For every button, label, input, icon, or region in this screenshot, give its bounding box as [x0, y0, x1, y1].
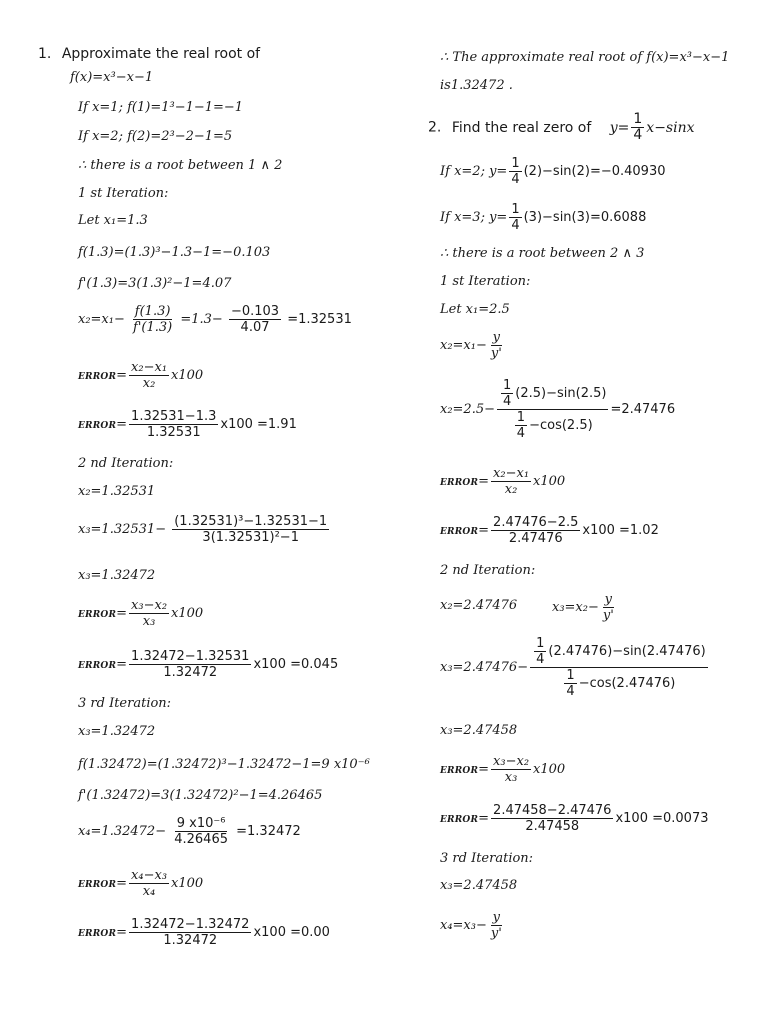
fraction — [534, 636, 546, 667]
numerator — [497, 378, 608, 410]
denominator — [560, 668, 677, 699]
error-formula-1: ERROR= $\frac{\text{x₂−x₁}}{\text{x₂}}$ x100 — [78, 360, 204, 391]
p2-error-value-2: ERROR= $\frac{2.47458-2.47476}{2.47458}$ x100 =0.0073 — [440, 803, 709, 834]
error-label: ERROR — [78, 421, 117, 431]
x4-lhs: x₄=x₃− — [440, 918, 487, 933]
p2-newton-formula-x4 — [440, 910, 506, 941]
p2-newton-formula — [440, 330, 506, 361]
denominator: x₂ — [504, 482, 518, 497]
x4-lhs: x₄=1.32472− — [78, 824, 167, 839]
root-interval-conclusion: ∴ there is a root between 1 ∧ 2 — [78, 158, 283, 173]
fraction — [601, 592, 616, 623]
fraction — [131, 304, 174, 335]
problem-1-function: f(x)=x³−x−1 — [70, 70, 154, 85]
error-value-2: ERROR= $\frac{1.32472-1.32531}{1.32472}$ x100 =0.045 — [78, 649, 339, 680]
x3-lhs: x₃=1.32531− — [78, 522, 167, 537]
fraction — [530, 636, 708, 699]
test-x2-p2 — [440, 156, 666, 187]
denominator: 4.07 — [240, 320, 270, 335]
error-formula-3: ERROR= $\frac{\text{x₄−x₃}}{\text{x₄}}$ x100 — [78, 868, 204, 899]
test-lhs: If x=3; y= — [440, 210, 508, 225]
error-result: x100 =0.045 — [253, 657, 339, 672]
fraction — [631, 112, 644, 143]
problem-2-title: Find the real zero of — [451, 119, 592, 136]
f-prime-value: f'(1.3)=3(1.3)²−1=4.07 — [78, 276, 232, 291]
denominator: x₃ — [504, 770, 518, 785]
error-label: ERROR — [440, 815, 479, 825]
fraction — [497, 378, 608, 441]
error-formula-2: ERROR= $\frac{\text{x₃−x₂}}{\text{x₃}}$ x100 — [78, 598, 204, 629]
problem-2-number: 2. — [428, 119, 442, 136]
p2-newton-formula-x3 — [552, 592, 618, 623]
fraction — [172, 816, 230, 847]
p2-initial-guess: Let x₁=2.5 — [440, 302, 510, 317]
p2-x2-value: x₂=2.47476 — [440, 598, 518, 613]
denominator: y' — [490, 346, 502, 361]
x2-lhs: x₂=x₁− — [78, 312, 125, 327]
fraction — [491, 466, 531, 497]
numerator: x₃−x₂ — [493, 754, 530, 769]
error-result: x100 =0.0073 — [615, 811, 709, 826]
p2-iteration-1-label: 1 st Iteration: — [440, 274, 531, 289]
denominator: 2.47458 — [525, 819, 580, 834]
times-100: x100 — [533, 762, 566, 777]
fraction — [501, 378, 513, 409]
x3-lhs: x₃=x₂− — [552, 600, 599, 615]
denominator: 4.26465 — [174, 832, 228, 847]
problem-2-heading — [428, 112, 695, 143]
fraction — [491, 803, 613, 834]
denominator-rhs: −cos(2.47476) — [578, 676, 676, 691]
error-value-3: ERROR= $\frac{1.32472-1.32472}{1.32472}$ x100 =0.00 — [78, 917, 330, 948]
denominator: x₄ — [142, 884, 156, 899]
problem-2-function — [609, 111, 695, 143]
numerator: f(1.3) — [134, 304, 171, 319]
error-label: ERROR — [78, 929, 117, 939]
denominator: y' — [602, 608, 614, 623]
denominator: x₂ — [142, 376, 156, 391]
x2-mid: =1.3− — [180, 312, 223, 327]
fraction — [515, 410, 527, 441]
numerator: y — [604, 592, 613, 607]
numerator: x₂−x₁ — [493, 466, 530, 481]
times-100: x100 — [171, 876, 204, 891]
denominator: 4 — [503, 394, 512, 409]
x2-value: x₂=1.32531 — [78, 484, 156, 499]
test-rhs: (3)−sin(3)=0.6088 — [523, 210, 647, 225]
numerator: 1 — [503, 378, 512, 393]
fraction — [172, 514, 329, 545]
fraction — [229, 304, 281, 335]
denominator: 1.32472 — [163, 665, 218, 680]
p2-error-value-1: ERROR= $\frac{2.47476-2.5}{2.47476}$ x100 =1.02 — [440, 515, 659, 546]
denominator: 3(1.32531)²−1 — [202, 530, 299, 545]
numerator: 9 x10⁻⁶ — [176, 816, 226, 831]
fraction — [129, 598, 169, 629]
fraction — [509, 202, 521, 233]
numerator: 1.32531−1.3 — [131, 409, 217, 424]
denominator: f'(1.3) — [133, 320, 173, 335]
error-label: ERROR — [440, 527, 479, 537]
times-100: x100 — [171, 368, 204, 383]
fraction — [489, 910, 504, 941]
error-label: ERROR — [78, 372, 117, 382]
error-label: ERROR — [78, 661, 117, 671]
error-label: ERROR — [440, 478, 479, 488]
x2b-lhs: x₂=2.5− — [440, 402, 496, 417]
p2-error-formula-2: ERROR= $\frac{\text{x₃−x₂}}{\text{x₃}}$ x100 — [440, 754, 566, 785]
fraction — [491, 754, 531, 785]
times-100: x100 — [171, 606, 204, 621]
p2-error-formula-1: ERROR= $\frac{\text{x₂−x₁}}{\text{x₂}}$ x100 — [440, 466, 566, 497]
newton-step-x3 — [78, 514, 331, 545]
denominator — [511, 410, 595, 441]
denominator: 4 — [516, 426, 526, 441]
numerator-rhs: (2.5)−sin(2.5) — [515, 386, 607, 401]
newton-step-x2 — [78, 304, 352, 335]
error-label: ERROR — [78, 610, 117, 620]
numerator: 2.47458−2.47476 — [493, 803, 612, 818]
numerator: 1 — [633, 111, 643, 127]
numerator: (1.32531)³−1.32531−1 — [174, 514, 328, 529]
p2-newton-step-x2 — [440, 378, 675, 441]
times-100: x100 — [533, 474, 566, 489]
numerator: 1 — [511, 156, 520, 171]
fraction — [129, 649, 251, 680]
problem-1-answer-line-2: is1.32472 . — [440, 78, 513, 93]
error-value-1: ERROR= $\frac{1.32531-1.3}{1.32531}$ x100 =1.91 — [78, 409, 297, 440]
fraction — [129, 917, 251, 948]
numerator: −0.103 — [230, 304, 280, 319]
numerator: 1.32472−1.32531 — [131, 649, 250, 664]
fraction — [509, 156, 521, 187]
error-label: ERROR — [78, 880, 117, 890]
denominator: 4 — [511, 172, 520, 187]
error-result: x100 =1.02 — [582, 523, 659, 538]
denominator-rhs: −cos(2.5) — [529, 418, 593, 433]
numerator-rhs: (2.47476)−sin(2.47476) — [548, 644, 706, 659]
numerator: y — [492, 910, 501, 925]
error-result: x100 =1.91 — [220, 417, 297, 432]
p2-iteration-2-label: 2 nd Iteration: — [440, 563, 536, 578]
fraction — [129, 409, 218, 440]
denominator: 1.32472 — [163, 933, 218, 948]
numerator: 1 — [511, 202, 520, 217]
fraction — [564, 668, 576, 699]
p2-x3-value: x₃=2.47458 — [440, 723, 518, 738]
test-x1: If x=1; f(1)=1³−1−1=−1 — [78, 100, 244, 115]
p2-iteration-3-label: 3 rd Iteration: — [440, 851, 534, 866]
p2-x3-value-repeat: x₃=2.47458 — [440, 878, 518, 893]
iteration-2-label: 2 nd Iteration: — [78, 456, 174, 471]
numerator: x₄−x₃ — [131, 868, 168, 883]
denominator: 1.32531 — [146, 425, 201, 440]
x2-result: =2.47476 — [610, 402, 676, 417]
denominator: 4 — [633, 127, 643, 143]
numerator: 2.47476−2.5 — [493, 515, 579, 530]
fraction — [489, 330, 504, 361]
iteration-1-label: 1 st Iteration: — [78, 186, 169, 201]
numerator: 1 — [566, 668, 575, 683]
x4-result: =1.32472 — [236, 824, 301, 839]
func-lhs: y= — [609, 119, 630, 136]
problem-1-number: 1. — [38, 46, 52, 62]
root-interval-conclusion-p2: ∴ there is a root between 2 ∧ 3 — [440, 246, 645, 261]
test-x2: If x=2; f(2)=2³−2−1=5 — [78, 129, 233, 144]
problem-1-title: Approximate the real root of — [61, 46, 261, 62]
numerator: 1 — [516, 410, 526, 425]
denominator: x₃ — [142, 614, 156, 629]
x2-result: =1.32531 — [287, 312, 352, 327]
newton-step-x4 — [78, 816, 301, 847]
test-x3-p2 — [440, 202, 646, 233]
test-rhs: (2)−sin(2)=−0.40930 — [523, 164, 666, 179]
error-label: ERROR — [440, 766, 479, 776]
fraction — [129, 360, 169, 391]
f-value-3: f(1.32472)=(1.32472)³−1.32472−1=9 x10⁻⁶ — [78, 757, 370, 772]
denominator: 2.47476 — [508, 531, 563, 546]
numerator: x₃−x₂ — [131, 598, 168, 613]
p2-newton-step-x3 — [440, 636, 710, 699]
denominator: y' — [490, 926, 502, 941]
denominator: 4 — [566, 684, 575, 699]
numerator: 1 — [536, 636, 545, 651]
numerator: y — [492, 330, 501, 345]
numerator — [530, 636, 708, 668]
error-result: x100 =0.00 — [253, 925, 330, 940]
numerator: 1.32472−1.32472 — [131, 917, 250, 932]
denominator: 4 — [511, 218, 520, 233]
iteration-3-label: 3 rd Iteration: — [78, 696, 172, 711]
f-value: f(1.3)=(1.3)³−1.3−1=−0.103 — [78, 245, 271, 260]
func-rhs: x−sinx — [646, 119, 695, 136]
problem-1-heading — [38, 46, 260, 62]
initial-guess: Let x₁=1.3 — [78, 213, 148, 228]
x3-value: x₃=1.32472 — [78, 568, 156, 583]
f-prime-value-3: f'(1.32472)=3(1.32472)²−1=4.26465 — [78, 788, 323, 803]
x3b-lhs: x₃=2.47476− — [440, 660, 529, 675]
problem-1-answer-line-1: ∴ The approximate real root of f(x)=x³−x−1 — [440, 50, 730, 65]
x2-lhs: x₂=x₁− — [440, 338, 487, 353]
x3-value-repeat: x₃=1.32472 — [78, 724, 156, 739]
test-lhs: If x=2; y= — [440, 164, 508, 179]
fraction — [491, 515, 580, 546]
fraction — [129, 868, 169, 899]
numerator: x₂−x₁ — [131, 360, 168, 375]
denominator: 4 — [536, 652, 545, 667]
